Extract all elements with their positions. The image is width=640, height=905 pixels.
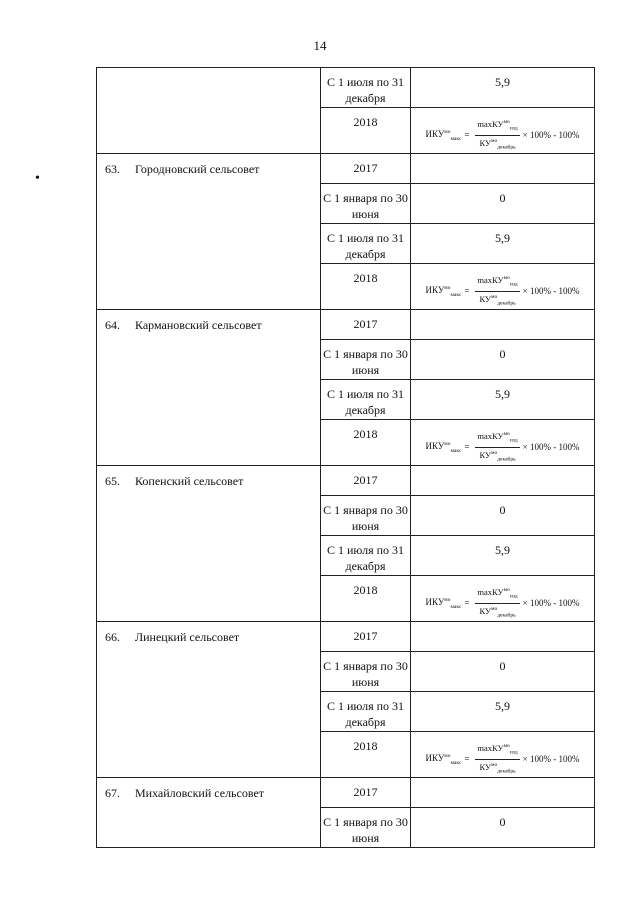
value-cell: 5,9 xyxy=(495,75,510,89)
formula-equals: = xyxy=(464,442,470,453)
period-cell: С 1 января по 30 июня xyxy=(323,503,408,534)
formula-equals: = xyxy=(464,130,470,141)
period-cell: С 1 июля по 31 декабря xyxy=(326,543,405,574)
value-cell: 0 xyxy=(499,815,506,830)
value-cell xyxy=(411,466,594,473)
period-cell: С 1 января по 30 июня xyxy=(323,659,408,690)
period-cell: С 1 июля по 31 декабря xyxy=(326,75,405,105)
period-cell: С 1 июля по 31 декабря xyxy=(326,231,405,262)
value-cell: 5,9 xyxy=(495,699,510,714)
value-cell xyxy=(411,154,594,161)
table-row xyxy=(97,154,595,184)
formula-fraction: $\frac{\max КУ^{мо}_{изд}}{КУ^{мо}_{декабрь}}$ xyxy=(477,586,518,619)
municipality-cell xyxy=(97,154,321,310)
tariff-table xyxy=(96,67,595,848)
period-cell: С 1 января по 30 июня xyxy=(323,347,408,378)
page-number: 14 xyxy=(313,38,327,53)
municipality-cell xyxy=(97,310,321,466)
row-number: 63. xyxy=(105,162,120,177)
value-cell: 0 xyxy=(499,503,506,518)
period-cell: 2017 xyxy=(353,629,378,644)
formula-fraction: $\frac{\max КУ^{мо}_{изд}}{КУ^{мо}_{декабрь}}$ xyxy=(477,742,518,775)
formula-lhs: $ИКУ^{мо}_{макс}$ xyxy=(425,284,462,298)
formula-lhs: $ИКУ^{мо}_{макс}$ xyxy=(425,752,462,766)
value-cell xyxy=(411,778,594,785)
value-cell: 0 xyxy=(499,347,506,362)
margin-dot: • xyxy=(35,171,40,186)
row-number: 66. xyxy=(105,630,120,645)
formula-tail: × 100% - 100% xyxy=(522,754,580,765)
formula-tail: × 100% - 100% xyxy=(522,598,580,609)
index-formula xyxy=(411,420,594,465)
period-cell: 2017 xyxy=(353,785,378,800)
formula-tail: × 100% - 100% xyxy=(522,130,580,141)
table-row xyxy=(97,778,595,808)
index-formula xyxy=(411,732,594,777)
municipality-name: Линецкий сельсовет xyxy=(135,630,240,645)
value-cell: 5,9 xyxy=(495,231,510,246)
municipality-cell xyxy=(97,778,321,848)
formula-equals: = xyxy=(464,754,470,765)
municipality-name: Михайловский сельсовет xyxy=(135,786,265,801)
index-formula xyxy=(411,108,594,153)
period-cell: 2017 xyxy=(353,161,378,176)
formula-fraction: $\frac{\max КУ^{мо}_{изд}}{КУ^{мо}_{декабрь}}$ xyxy=(477,274,518,307)
municipality-cell xyxy=(97,466,321,622)
period-cell: 2018 xyxy=(353,427,378,442)
value-cell: 0 xyxy=(499,191,506,206)
formula-fraction: $\frac{\max КУ^{мо}_{изд}}{КУ^{мо}_{декабрь}}$ xyxy=(477,430,518,463)
formula-fraction: $\frac{\max КУ^{мо}_{изд}}{КУ^{мо}_{декабрь}}$ xyxy=(477,118,518,151)
row-number: 64. xyxy=(105,318,120,333)
municipality-name: Городновский сельсовет xyxy=(135,162,260,177)
period-cell: 2018 xyxy=(353,739,378,754)
table-row xyxy=(97,466,595,496)
value-cell: 0 xyxy=(499,659,506,674)
table-row xyxy=(97,310,595,340)
formula-lhs: $ИКУ^{мо}_{макс}$ xyxy=(425,596,462,610)
row-number: 65. xyxy=(105,474,120,489)
period-cell: С 1 июля по 31 декабря xyxy=(326,387,405,418)
period-cell: 2018 xyxy=(353,583,378,598)
formula-lhs: $ИКУ^{мо}_{макс}$ xyxy=(425,128,462,142)
table-row xyxy=(97,622,595,652)
row-number: 67. xyxy=(105,786,120,801)
municipality-cell xyxy=(97,622,321,778)
formula-equals: = xyxy=(464,286,470,297)
formula-tail: × 100% - 100% xyxy=(522,442,580,453)
value-cell: 5,9 xyxy=(495,387,510,402)
formula-equals: = xyxy=(464,598,470,609)
formula-tail: × 100% - 100% xyxy=(522,286,580,297)
formula-lhs: $ИКУ^{мо}_{макс}$ xyxy=(425,440,462,454)
period-cell: 2017 xyxy=(353,473,378,488)
value-cell xyxy=(411,622,594,629)
period-cell: 2018 xyxy=(353,271,378,286)
period-cell: 2018 xyxy=(353,115,378,129)
municipality-name: Копенский сельсовет xyxy=(135,474,244,489)
period-cell: С 1 января по 30 июня xyxy=(323,815,408,846)
value-cell: 5,9 xyxy=(495,543,510,558)
index-formula xyxy=(411,264,594,309)
index-formula xyxy=(411,576,594,621)
municipality-name: Кармановский сельсовет xyxy=(135,318,262,333)
table-row xyxy=(97,68,595,108)
value-cell xyxy=(411,310,594,317)
period-cell: 2017 xyxy=(353,317,378,332)
period-cell: С 1 января по 30 июня xyxy=(323,191,408,222)
period-cell: С 1 июля по 31 декабря xyxy=(326,699,405,730)
continued-name-cell xyxy=(97,68,321,154)
